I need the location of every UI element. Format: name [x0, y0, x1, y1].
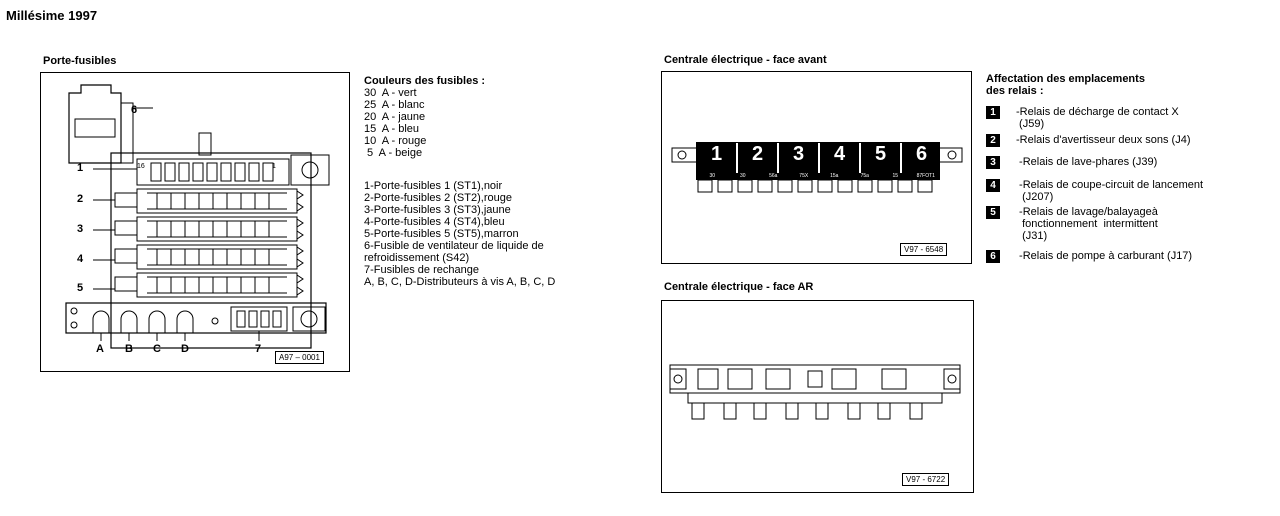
- fuse-color-item: 30 A - vert: [364, 87, 417, 99]
- relay-slot-3: 3: [779, 143, 820, 173]
- relay-assignment-item-5: [986, 206, 1276, 246]
- front-terminals: [698, 180, 932, 192]
- rear-panel: [661, 300, 974, 493]
- relay-number-badge: 2: [986, 134, 1000, 147]
- relay-description: -Relais de lave-phares (J39): [1016, 156, 1158, 168]
- rear-sockets: [698, 369, 906, 389]
- fuse-color-item: 25 A - blanc: [364, 99, 425, 111]
- fuse-row-1: [137, 159, 289, 185]
- relay-number-badge: 1: [986, 106, 1000, 119]
- fuse-legend: [364, 180, 555, 288]
- relay-description: -Relais de décharge de contact X (J59): [1016, 106, 1179, 130]
- rear-panel-ref: V97 - 6722: [902, 473, 949, 486]
- relay-assignment-item-1: [986, 106, 1276, 134]
- terminal-label: 87FOT1: [916, 173, 935, 179]
- spare-fuses: [231, 307, 287, 331]
- terminal-labels: [697, 173, 941, 179]
- relay-slot-6: 6: [915, 143, 928, 165]
- slot-number-1: 1: [272, 163, 276, 170]
- fuse-color-item: 10 A - rouge: [364, 135, 427, 147]
- label-row-1: 1: [77, 162, 84, 174]
- relay-assignment-item-3: [986, 156, 1276, 172]
- relay-assignment-title: [986, 73, 1145, 97]
- terminal-label: 15: [892, 173, 899, 179]
- label-row-5: 5: [77, 282, 84, 294]
- label-6: 6: [131, 104, 138, 116]
- label-row-2: 2: [77, 193, 84, 205]
- relay-number-badge: 5: [986, 206, 1000, 219]
- terminal-label: 75a: [860, 173, 869, 179]
- terminal-label: 30: [739, 173, 746, 179]
- fuse-holder-panel: [40, 72, 350, 372]
- page-title: Millésime 1997: [6, 8, 98, 23]
- label-row-3: 3: [77, 223, 84, 235]
- fuse-rows: [115, 189, 303, 297]
- slot-number-16: 16: [137, 163, 145, 170]
- relay-assignment-item-6: [986, 250, 1276, 266]
- relay-assignment-item-2: [986, 134, 1276, 150]
- relay-assignment-item-4: [986, 179, 1276, 207]
- relay-number-badge: 3: [986, 156, 1000, 169]
- relay-numbers: [697, 143, 941, 173]
- relay-slot-5: 5: [861, 143, 902, 173]
- relay-description: -Relais de lavage/balayageà fonctionnement intermittent (J31): [1019, 206, 1158, 242]
- front-panel-title: Centrale électrique - face avant: [664, 54, 827, 66]
- terminal-label: 56a: [769, 173, 778, 179]
- label-row-4: 4: [77, 253, 84, 265]
- fuse-color-item: 15 A - bleu: [364, 123, 420, 135]
- fuse-colors: [364, 75, 485, 159]
- label-B: B: [125, 343, 133, 355]
- terminal-label: 15a: [830, 173, 839, 179]
- fuse-holder-ref: A97 – 0001: [275, 351, 324, 364]
- distributor-screws: [93, 311, 193, 333]
- fuse-holder-diagram: [41, 73, 348, 370]
- fuse-color-item: 5 A - beige: [364, 147, 423, 159]
- legend-item: 6-Fusible de ventilateur de liquide de: [364, 240, 544, 252]
- relay-number-badge: 6: [986, 250, 1000, 263]
- relay-slot-1: 1: [697, 143, 738, 173]
- terminal-label: 30: [709, 173, 716, 179]
- relay-description: -Relais de coupe-circuit de lancement (J207): [1019, 179, 1204, 203]
- rear-terminals: [692, 403, 922, 419]
- relay-number-badge: 4: [986, 179, 1000, 192]
- legend-item: 1-Porte-fusibles 1 (ST1),noir: [364, 180, 503, 192]
- label-A: A: [96, 343, 104, 355]
- legend-item: 3-Porte-fusibles 3 (ST3),jaune: [364, 204, 511, 216]
- rear-panel-diagram: [662, 301, 972, 491]
- legend-item: refroidissement (S42): [364, 252, 470, 264]
- fuse-color-item: 20 A - jaune: [364, 111, 426, 123]
- relay-description: -Relais d'avertisseur deux sons (J4): [1016, 134, 1191, 146]
- rear-panel-title: Centrale électrique - face AR: [664, 281, 814, 293]
- relay-assignment-title-line2: des relais :: [986, 85, 1044, 97]
- front-panel-ref: V97 - 6548: [900, 243, 947, 256]
- legend-item: 7-Fusibles de rechange: [364, 264, 479, 276]
- relay-assignment-title-line1: Affectation des emplacements: [986, 73, 1145, 85]
- fuse-colors-title: Couleurs des fusibles :: [364, 75, 486, 87]
- label-7: 7: [255, 343, 262, 355]
- relay-slot-2: 2: [738, 143, 779, 173]
- relay-description: -Relais de pompe à carburant (J17): [1016, 250, 1193, 262]
- fuse-holder-title: Porte-fusibles: [43, 55, 117, 67]
- label-D: D: [181, 343, 189, 355]
- terminal-label: 75X: [799, 173, 809, 179]
- legend-item: 4-Porte-fusibles 4 (ST4),bleu: [364, 216, 505, 228]
- relay-slot-4: 4: [820, 143, 861, 173]
- legend-item: 5-Porte-fusibles 5 (ST5),marron: [364, 228, 519, 240]
- legend-item: 2-Porte-fusibles 2 (ST2),rouge: [364, 192, 512, 204]
- label-C: C: [153, 343, 161, 355]
- legend-item: A, B, C, D-Distributeurs à vis A, B, C, D: [364, 276, 556, 288]
